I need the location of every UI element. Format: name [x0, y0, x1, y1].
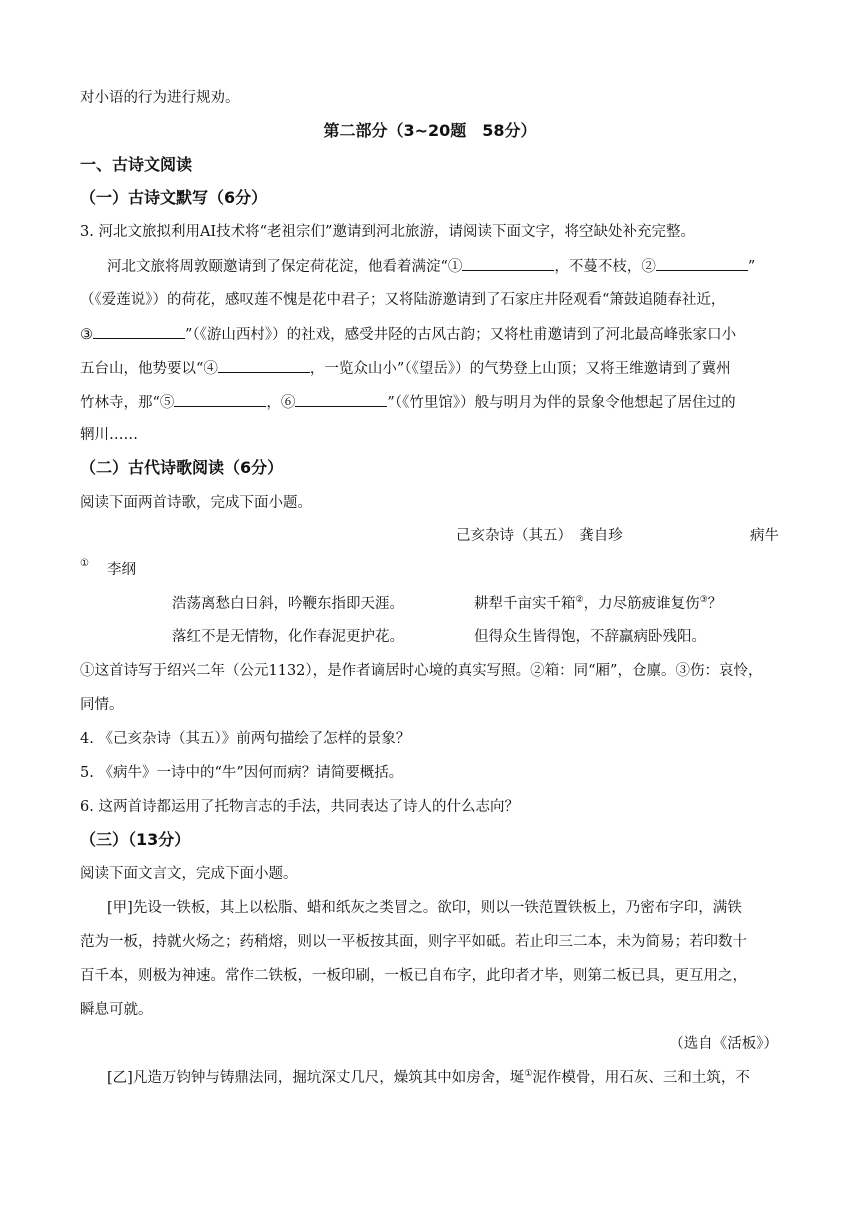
question-6: 6. 这两首诗都运用了托物言志的手法，共同表达了诗人的什么志向？ [80, 799, 519, 815]
notes-line2: 同情。 [80, 697, 124, 713]
q3-para-line2: （《爱莲说》）的荷花，感叹莲不愧是花中君子；又将陆游邀请到了石家庄井陉观看“箫鼓追随春社近， [80, 292, 726, 308]
question-4: 4. 《己亥杂诗（其五）》前两句描绘了怎样的景象？ [80, 731, 411, 747]
poem1-line1: 浩荡离愁白日斜，吟鞭东指即天涯。 [172, 596, 404, 612]
poem1-line2: 落红不是无情物，化作春泥更护花。 [172, 629, 404, 645]
jia-line2: 范为一板，持就火炀之；药稍熔，则以一平板按其面，则字平如砥。若止印三二本，未为简易；若印数十 [80, 934, 747, 950]
answer-blank-2[interactable] [656, 256, 748, 271]
q3-stem: 3. 河北文旅拟利用AI技术将“老祖宗们”邀请到河北旅游，请阅读下面文字，将空缺处补充完整。 [80, 224, 695, 240]
jia-line4: 瞬息可就。 [80, 1002, 153, 1018]
part2-heading: 第二部分（3~20题 58分） [323, 121, 537, 140]
answer-blank-5[interactable] [174, 392, 266, 407]
sub1-heading: （一）古诗文默写（6分） [80, 188, 268, 207]
yi-text: 泥作模骨，用石灰、三和土筑，不 [532, 1070, 750, 1086]
poem2-note-mark: ③ [699, 595, 708, 606]
q3-para-line4 [80, 358, 731, 379]
poem2-note-mark: ② [575, 595, 584, 606]
intro-line: 对小语的行为进行规劝。 [80, 90, 240, 106]
sub3-heading: （三）（13分） [80, 830, 191, 849]
answer-blank-1[interactable] [462, 256, 554, 271]
section1-heading: 一、古诗文阅读 [80, 155, 193, 174]
q3-text: ，一览众山小”（《望岳》）的气势登上山顶；又将王维邀请到了冀州 [309, 361, 731, 377]
poem2-title: 病牛 [750, 528, 779, 544]
answer-blank-4[interactable] [218, 358, 310, 373]
q3-text: 竹林寺，那“⑤ [80, 395, 175, 411]
q3-para-line3 [80, 324, 736, 345]
q3-para-line5 [80, 392, 736, 413]
yi-line1 [107, 1068, 750, 1088]
poem2-line2: 但得众生皆得饱，不辞羸病卧残阳。 [474, 629, 706, 645]
poem2-text: 耕犁千亩实千箱 [474, 596, 576, 612]
poem2-text: ？ [707, 596, 723, 612]
q3-para-line6: 辋川…… [80, 427, 138, 443]
notes-line1: ①这首诗写于绍兴二年（公元1132），是作者谪居时心境的真实写照。②箱：同“厢”，仓廪。③伤：哀怜， [80, 663, 763, 679]
q3-text: ” [747, 259, 756, 275]
q3-text: ③ [80, 327, 93, 343]
poem1-title: 己亥杂诗（其五） 龚自珍 [456, 528, 623, 544]
sub3-instruction: 阅读下面文言文，完成下面小题。 [80, 866, 298, 882]
question-5: 5. 《病牛》一诗中的“牛”因何而病？请简要概括。 [80, 765, 404, 781]
answer-blank-6[interactable] [295, 392, 387, 407]
yi-text: [乙]凡造万钧钟与铸鼎法同，掘坑深丈几尺，燥筑其中如房舍，埏 [107, 1070, 525, 1086]
answer-blank-3[interactable] [93, 324, 185, 339]
q3-text: ，⑥ [266, 395, 296, 411]
sub2-heading: （二）古代诗歌阅读（6分） [80, 458, 284, 477]
q3-para-line1 [107, 256, 755, 277]
jia-line1: [甲]先设一铁板，其上以松脂、蜡和纸灰之类冒之。欲印，则以一铁范置铁板上，乃密布字印，满铁 [107, 900, 742, 916]
q3-text: ”（《竹里馆》）般与明月为伴的景象令他想起了居住过的 [387, 395, 736, 411]
q3-text: ，不蔓不枝，② [554, 259, 656, 275]
q3-text: ”（《游山西村》）的社戏，感受井陉的古风古韵；又将杜甫邀请到了河北最高峰张家口小 [185, 327, 737, 343]
q3-text: 五台山，他势要以“④ [80, 361, 218, 377]
yi-note-mark: ① [524, 1069, 533, 1080]
jia-source: （选自《活板》） [669, 1036, 778, 1052]
poem2-line1 [474, 594, 722, 614]
q3-text: 河北文旅将周敦颐邀请到了保定荷花淀，他看着满淀“① [107, 259, 463, 275]
sub2-instruction: 阅读下面两首诗歌，完成下面小题。 [80, 495, 312, 511]
poem2-title-note: ① [80, 558, 89, 569]
poem2-author: 李纲 [107, 562, 136, 578]
jia-line3: 百千本，则极为神速。常作二铁板，一板印刷，一板已自布字，此印者才毕，则第二板已具，更互用之， [80, 968, 747, 984]
poem2-text: ，力尽筋疲谁复伤 [583, 596, 700, 612]
